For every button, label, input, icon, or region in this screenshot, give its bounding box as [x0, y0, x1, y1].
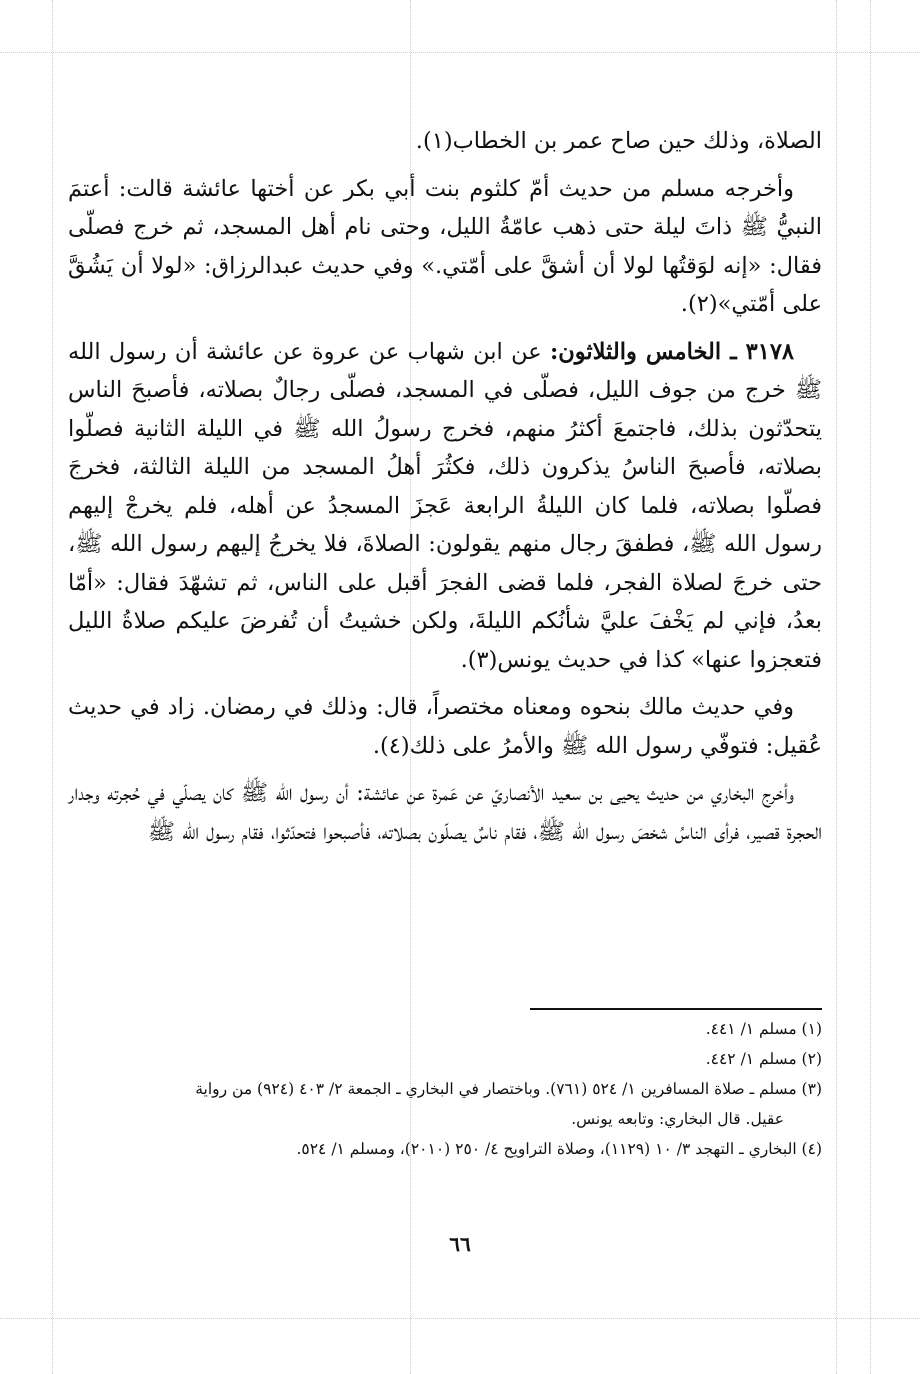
paragraph-bukhari: وأخرج البخاري من حديث يحيى بن سعيد الأنصاريّ عن عَمرة عن عائشة: أن رسول الله ﷺ كان يصلّي في حُجرته وجدار الحجرة قصير، فرأى الناسُ شخصَ رسول الله ﷺ، فقام ناسٌ يصلّون بصلاته، فأصبحوا فتحدّثوا، فقام رسول الله ﷺ [68, 780, 822, 845]
hadith-3178 [68, 333, 822, 680]
footnote-3-continued: عقيل. قال البخاري: وتابعه يونس. [571, 1110, 784, 1128]
paragraph-malik: وفي حديث مالك بنحوه ومعناه مختصراً، قال: وذلك في رمضان. زاد في حديث عُقيل: فتوفّي رسول الله ﷺ والأمرُ على ذلك(٤). [68, 694, 822, 759]
guide-line [52, 0, 53, 1374]
page-number: ٦٦ [449, 1232, 471, 1256]
guide-line [870, 0, 871, 1374]
guide-line [0, 1318, 920, 1319]
main-text [68, 122, 822, 860]
hadith-body: جوف الليل، فصلّى في المسجد، فصلّى رجالٌ بصلاته، فأصبحَ الناس يتحدّثون بذلك، فاجتمعَ أكثرُ منهم، فخرج رسولُ الله ﷺ في الليلة الثانية فصلّوا بصلاته، فأصبحَ الناسُ يذكرون ذلك، فكثُرَ أهلُ المسجد من الليلة الثالثة، فخرجَ فصلّوا بصلاته، فلما كان الليلةُ الرابعة عَجزَ المسجدُ عن أهله، فلم يخرجْ إليهم رسول الله ﷺ، فطفقَ رجال منهم يقولون: الصلاةَ، فلا يخرجُ إليهم رسول الله ﷺ، حتى خرجَ لصلاة الفجر، فلما قضى الفجرَ أقبل على الناس، ثم تشهّدَ فقال: «أمّا بعدُ، فإني لم يَخْفَ عليَّ شأنُكم الليلةَ، ولكن خشيتُ أن تُفرضَ عليكم صلاةُ الليل فتعجزوا عنها» كذا في حديث يونس(٣). [68, 377, 822, 673]
footnote-3: (٣) مسلم ـ صلاة المسافرين ١/ ٥٢٤ (٧٦١). وباختصار في البخاري ـ الجمعة ٢/ ٤٠٣ (٩٢٤) من رواية [195, 1080, 822, 1098]
paragraph-muslim: وأخرجه مسلم من حديث أمّ كلثوم بنت أبي بكر عن أختها عائشة قالت: أعتمَ النبيُّ ﷺ ذاتَ ليلة حتى ذهب عامّةُ الليل، وحتى نام أهل المسجد، ثم خرج فصلّى فقال: «إنه لوَقتُها لولا أن أشقَّ على أمّتي.» وفي حديث عبدالرزاق: «لولا أن يَشُقَّ على أمّتي»(٢). [68, 175, 822, 317]
guide-line [836, 0, 837, 1374]
hadith-opening: عن ابن شهاب عن عروة عن عائشة أن رسول الله ﷺ خرج من [68, 338, 823, 403]
footnotes [68, 1014, 822, 1164]
paragraph-continuation: الصلاة، وذلك حين صاح عمر بن الخطاب(١). [415, 128, 822, 154]
guide-line [0, 52, 920, 53]
footnote-divider [530, 1008, 822, 1010]
hadith-heading: ٣١٧٨ ـ الخامس والثلاثون: [549, 338, 795, 365]
footnote-2: (٢) مسلم ١/ ٤٤٢. [705, 1050, 822, 1068]
footnote-4: (٤) البخاري ـ التهجد ٣/ ١٠ (١١٢٩)، وصلاة التراويح ٤/ ٢٥٠ (٢٠١٠)، ومسلم ١/ ٥٢٤. [296, 1140, 822, 1158]
footnote-1: (١) مسلم ١/ ٤٤١. [705, 1020, 822, 1038]
